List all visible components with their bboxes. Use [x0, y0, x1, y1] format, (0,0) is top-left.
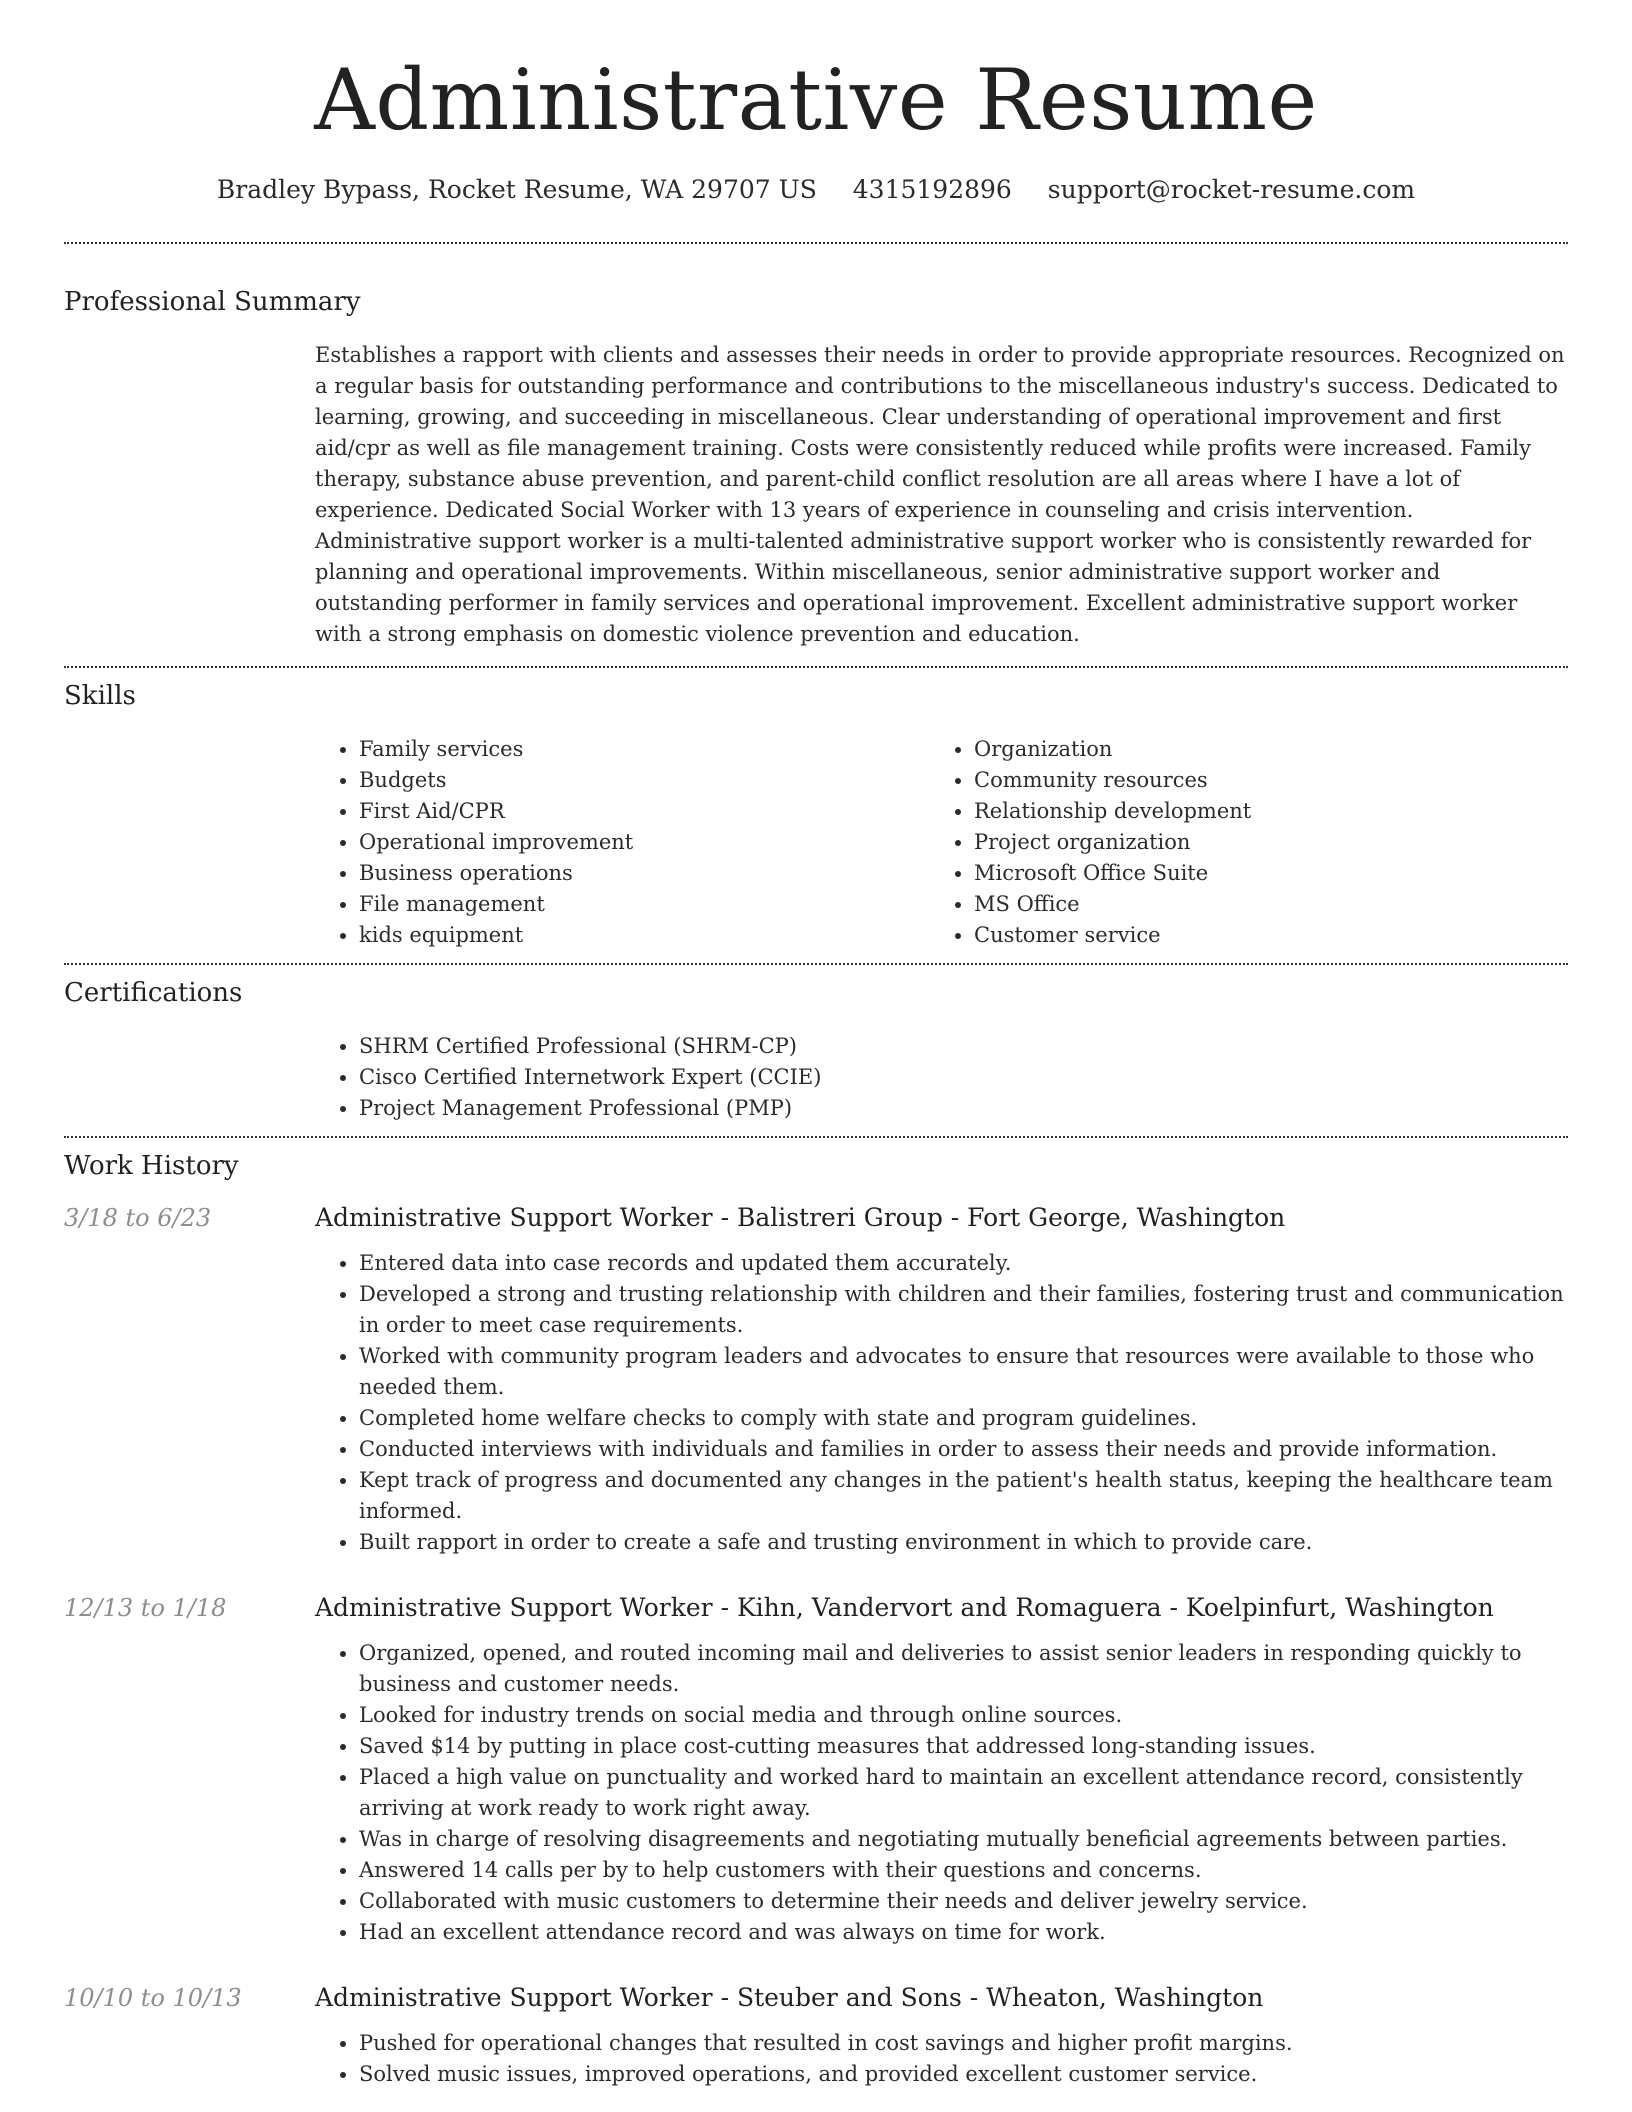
job-bullet: • Answered 14 calls per by to help customers with their questions and concerns. — [359, 1855, 1568, 1886]
job-details — [315, 1982, 1568, 2090]
skills-column-right — [930, 734, 1545, 951]
job-bullet: • Was in charge of resolving disagreements and negotiating mutually beneficial agreements between parties. — [359, 1824, 1568, 1855]
certification-item: • SHRM Certified Professional (SHRM-CP) — [359, 1031, 1568, 1062]
work-history-section — [64, 1138, 1568, 2090]
skill-item: • Community resources — [974, 765, 1545, 796]
job-title: Administrative Support Worker - Steuber and Sons - Wheaton, Washington — [315, 1983, 1264, 2012]
skill-item: • kids equipment — [359, 920, 930, 951]
job-entry — [64, 1592, 1568, 1948]
resume-page — [64, 0, 1568, 2090]
job-bullet: • Worked with community program leaders and advocates to ensure that resources were available to those who needed them. — [359, 1341, 1568, 1403]
skills-section — [64, 668, 1568, 963]
skill-item: • Project organization — [974, 827, 1545, 858]
skills-heading: Skills — [64, 681, 136, 711]
job-details — [315, 1202, 1568, 1558]
job-bullet: • Placed a high value on punctuality and worked hard to maintain an excellent attendance record, consistently arriving at work ready to work right away. — [359, 1762, 1568, 1824]
job-entry — [64, 1982, 1568, 2090]
work-history-heading: Work History — [64, 1151, 239, 1181]
job-dates: 10/10 to 10/13 — [64, 1984, 242, 2012]
certification-item: • Cisco Certified Internetwork Expert (CCIE) — [359, 1062, 1568, 1093]
skills-list — [315, 734, 1568, 951]
skill-item: • Budgets — [359, 765, 930, 796]
contact-phone: 4315192896 — [852, 175, 1012, 204]
job-bullet: • Completed home welfare checks to comply with state and program guidelines. — [359, 1403, 1568, 1434]
job-bullet: • Entered data into case records and updated them accurately. — [359, 1248, 1568, 1279]
job-bullets — [315, 1638, 1568, 1948]
contact-address: Bradley Bypass, Rocket Resume, WA 29707 US — [216, 175, 817, 204]
job-bullet: • Collaborated with music customers to determine their needs and deliver jewelry service. — [359, 1886, 1568, 1917]
skill-item: • First Aid/CPR — [359, 796, 930, 827]
job-bullet: • Organized, opened, and routed incoming mail and deliveries to assist senior leaders in responding quickly to business and customer needs. — [359, 1638, 1568, 1700]
skill-item: • Microsoft Office Suite — [974, 858, 1545, 889]
certifications-list — [315, 1031, 1568, 1124]
skills-column-left — [315, 734, 930, 951]
certifications-bullets — [315, 1031, 1568, 1124]
skill-item: • File management — [359, 889, 930, 920]
job-bullet: • Built rapport in order to create a safe and trusting environment in which to provide care. — [359, 1527, 1568, 1558]
job-dates: 3/18 to 6/23 — [64, 1204, 212, 1232]
skill-item: • Customer service — [974, 920, 1545, 951]
job-bullet: • Looked for industry trends on social media and through online sources. — [359, 1700, 1568, 1731]
job-bullet: • Saved $14 by putting in place cost-cutting measures that addressed long-standing issues. — [359, 1731, 1568, 1762]
skill-item: • Family services — [359, 734, 930, 765]
skill-item: • Relationship development — [974, 796, 1545, 827]
certification-item: • Project Management Professional (PMP) — [359, 1093, 1568, 1124]
resume-title: Administrative Resume — [314, 51, 1318, 149]
skills-left-list — [315, 734, 930, 951]
professional-summary-text: Establishes a rapport with clients and assesses their needs in order to provide appropriate resources. Recognized on a regular basis for outstanding performance and contributions to the miscellaneous industry's success. Dedicated to learning, growing, and succeeding in miscellaneous. Clear understanding of operational improvement and first aid/cpr as well as file management training. Costs were consistently reduced while profits were increased. Family therapy, substance abuse prevention, and parent-child conflict resolution are all areas where I have a lot of experience. Dedicated Social Worker with 13 years of experience in counseling and crisis intervention. Administrative support worker is a multi-talented administrative support worker who is consistently rewarded for planning and operational improvements. Within miscellaneous, senior administrative support worker and outstanding performer in family services and operational improvement. Excellent administrative support worker with a strong emphasis on domestic violence prevention and education. — [315, 343, 1565, 646]
job-bullet: • Pushed for operational changes that resulted in cost savings and higher profit margins. — [359, 2028, 1568, 2059]
skill-item: • Operational improvement — [359, 827, 930, 858]
professional-summary-heading: Professional Summary — [64, 287, 361, 317]
job-bullets — [315, 2028, 1568, 2090]
job-title: Administrative Support Worker - Balistreri Group - Fort George, Washington — [315, 1203, 1286, 1232]
job-bullet: • Had an excellent attendance record and was always on time for work. — [359, 1917, 1568, 1948]
job-bullet: • Conducted interviews with individuals and families in order to assess their needs and provide information. — [359, 1434, 1568, 1465]
skills-right-list — [930, 734, 1545, 951]
skill-item: • Business operations — [359, 858, 930, 889]
job-bullet: • Solved music issues, improved operations, and provided excellent customer service. — [359, 2059, 1568, 2090]
job-entry — [64, 1202, 1568, 1558]
job-details — [315, 1592, 1568, 1948]
certifications-heading: Certifications — [64, 978, 243, 1008]
contact-line — [64, 174, 1568, 206]
job-bullets — [315, 1248, 1568, 1558]
job-dates: 12/13 to 1/18 — [64, 1594, 227, 1622]
professional-summary-section — [64, 244, 1568, 666]
certifications-section — [64, 965, 1568, 1136]
job-title: Administrative Support Worker - Kihn, Vandervort and Romaguera - Koelpinfurt, Washington — [315, 1593, 1494, 1622]
skill-item: • MS Office — [974, 889, 1545, 920]
contact-email: support@rocket-resume.com — [1047, 175, 1416, 204]
work-history-jobs — [64, 1202, 1568, 2090]
job-bullet: • Developed a strong and trusting relationship with children and their families, fostering trust and communication in order to meet case requirements. — [359, 1279, 1568, 1341]
skill-item: • Organization — [974, 734, 1545, 765]
job-bullet: • Kept track of progress and documented any changes in the patient's health status, keeping the healthcare team informed. — [359, 1465, 1568, 1527]
